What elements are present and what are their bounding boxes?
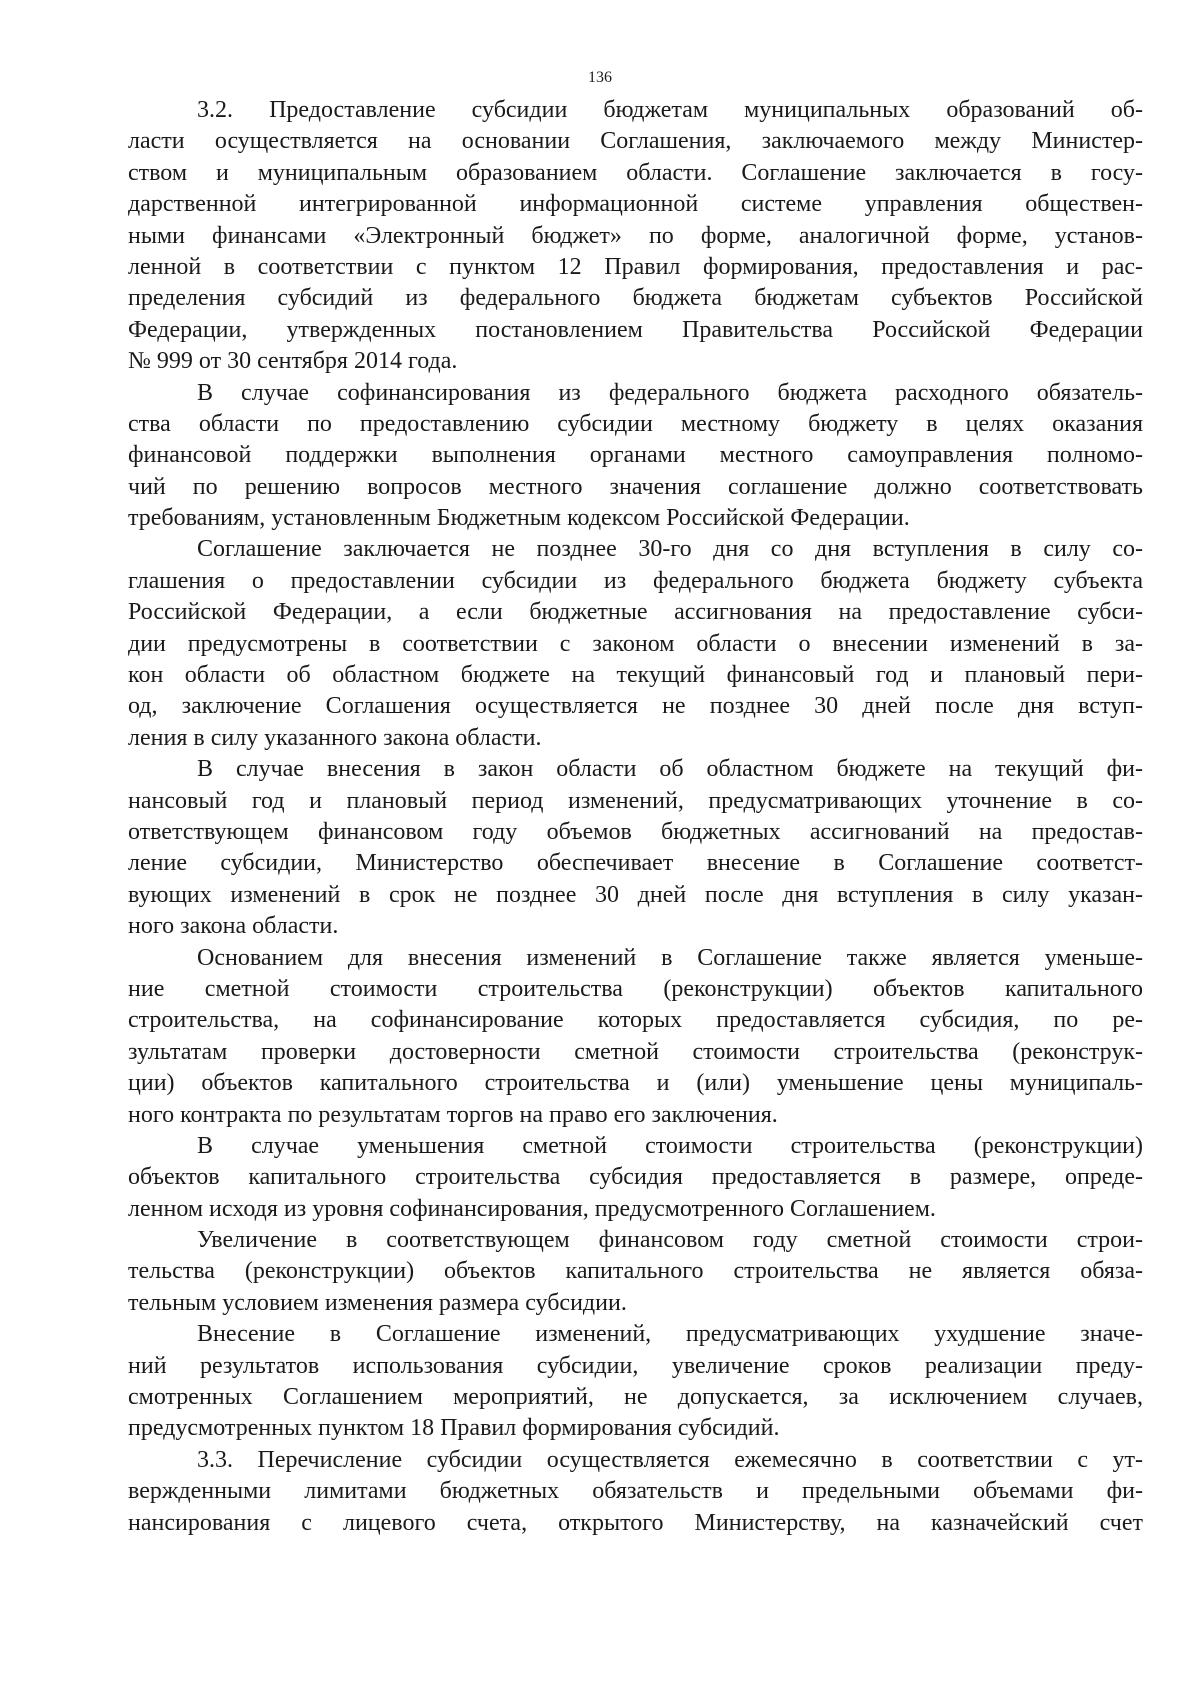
text-line: ного контракта по результатам торгов на право его заключения. xyxy=(128,1101,778,1128)
text-line: ответствующем финансовом году объемов бюджетных ассигнований на предостав- xyxy=(128,818,1143,845)
text-line: ления в силу указанного закона области. xyxy=(128,724,542,751)
text-line: нансовый год и плановый период изменений, предусматривающих уточнение в со- xyxy=(128,787,1143,814)
text-line: В случае софинансирования из федерального бюджета расходного обязатель- xyxy=(197,379,1143,406)
text-line: Внесение в Соглашение изменений, предусматривающих ухудшение значе- xyxy=(197,1321,1143,1348)
text-line: ства области по предоставлению субсидии местному бюджету в целях оказания xyxy=(128,410,1143,437)
text-line: дии предусмотрены в соответствии с законом области о внесении изменений в за- xyxy=(128,630,1143,657)
text-line: зультатам проверки достоверности сметной стоимости строительства (реконструк- xyxy=(128,1038,1143,1065)
text-line: глашения о предоставлении субсидии из федерального бюджета бюджету субъекта xyxy=(128,567,1143,594)
text-line: нансирования с лицевого счета, открытого Министерству, на казначейский счет xyxy=(128,1509,1143,1536)
text-line: 3.3. Перечисление субсидии осуществляется ежемесячно в соответствии с ут- xyxy=(197,1446,1143,1473)
text-line: Федерации, утвержденных постановлением Правительства Российской Федерации xyxy=(128,316,1143,343)
text-line: № 999 от 30 сентября 2014 года. xyxy=(128,348,458,375)
text-line: Увеличение в соответствующем финансовом году сметной стоимости строи- xyxy=(197,1227,1143,1254)
text-line: смотренных Соглашением мероприятий, не допускается, за исключением случаев, xyxy=(128,1384,1143,1411)
text-line: вержденными лимитами бюджетных обязательств и предельными объемами фи- xyxy=(128,1478,1143,1505)
text-line: В случае уменьшения сметной стоимости строительства (реконструкции) xyxy=(197,1132,1143,1159)
text-line: ного закона области. xyxy=(128,913,339,940)
text-line: ции) объектов капитального строительства и (или) уменьшение цены муниципаль- xyxy=(128,1070,1143,1097)
text-line: ние сметной стоимости строительства (реконструкции) объектов капитального xyxy=(128,975,1143,1002)
text-line: чий по решению вопросов местного значения соглашение должно соответствовать xyxy=(128,473,1143,500)
text-line: ленной в соответствии с пунктом 12 Правил формирования, предоставления и рас- xyxy=(128,253,1143,280)
text-line: ством и муниципальным образованием области. Соглашение заключается в госу- xyxy=(128,159,1143,186)
text-line: ными финансами «Электронный бюджет» по форме, аналогичной форме, установ- xyxy=(128,222,1143,249)
text-line: строительства, на софинансирование которых предоставляется субсидия, по ре- xyxy=(128,1007,1143,1034)
text-line: ленном исходя из уровня софинансирования, предусмотренного Соглашением. xyxy=(128,1195,936,1222)
text-line: предусмотренных пунктом 18 Правил формирования субсидий. xyxy=(128,1415,780,1442)
text-line: од, заключение Соглашения осуществляется не позднее 30 дней после дня вступ- xyxy=(128,693,1143,720)
text-line: ление субсидии, Министерство обеспечивает внесение в Соглашение соответст- xyxy=(128,850,1143,877)
text-line: вующих изменений в срок не позднее 30 дней после дня вступления в силу указан- xyxy=(128,881,1143,908)
text-line: финансовой поддержки выполнения органами местного самоуправления полномо- xyxy=(128,442,1143,469)
text-line: кон области об областном бюджете на текущий финансовый год и плановый пери- xyxy=(128,662,1143,689)
document-body xyxy=(128,95,1143,1539)
text-line: ласти осуществляется на основании Соглашения, заключаемого между Министер- xyxy=(128,128,1143,155)
text-line: В случае внесения в закон области об областном бюджете на текущий фи- xyxy=(197,756,1143,783)
text-line: тельства (реконструкции) объектов капитального строительства не является обяза- xyxy=(128,1258,1143,1285)
text-line: требованиям, установленным Бюджетным кодексом Российской Федерации. xyxy=(128,505,910,532)
page-number: 136 xyxy=(588,69,612,86)
text-line: дарственной интегрированной информационной системе управления обществен- xyxy=(128,191,1143,218)
text-line: пределения субсидий из федерального бюджета бюджетам субъектов Российской xyxy=(128,285,1143,312)
text-line: ний результатов использования субсидии, увеличение сроков реализации преду- xyxy=(128,1352,1143,1379)
text-line: объектов капитального строительства субсидия предоставляется в размере, опреде- xyxy=(128,1164,1143,1191)
text-line: Соглашение заключается не позднее 30-го дня со дня вступления в силу со- xyxy=(197,536,1143,563)
text-line: тельным условием изменения размера субсидии. xyxy=(128,1289,627,1316)
text-line: Основанием для внесения изменений в Соглашение также является уменьше- xyxy=(197,944,1143,971)
text-line: 3.2. Предоставление субсидии бюджетам муниципальных образований об- xyxy=(197,97,1143,123)
text-line: Российской Федерации, а если бюджетные ассигнования на предоставление субси- xyxy=(128,599,1143,626)
